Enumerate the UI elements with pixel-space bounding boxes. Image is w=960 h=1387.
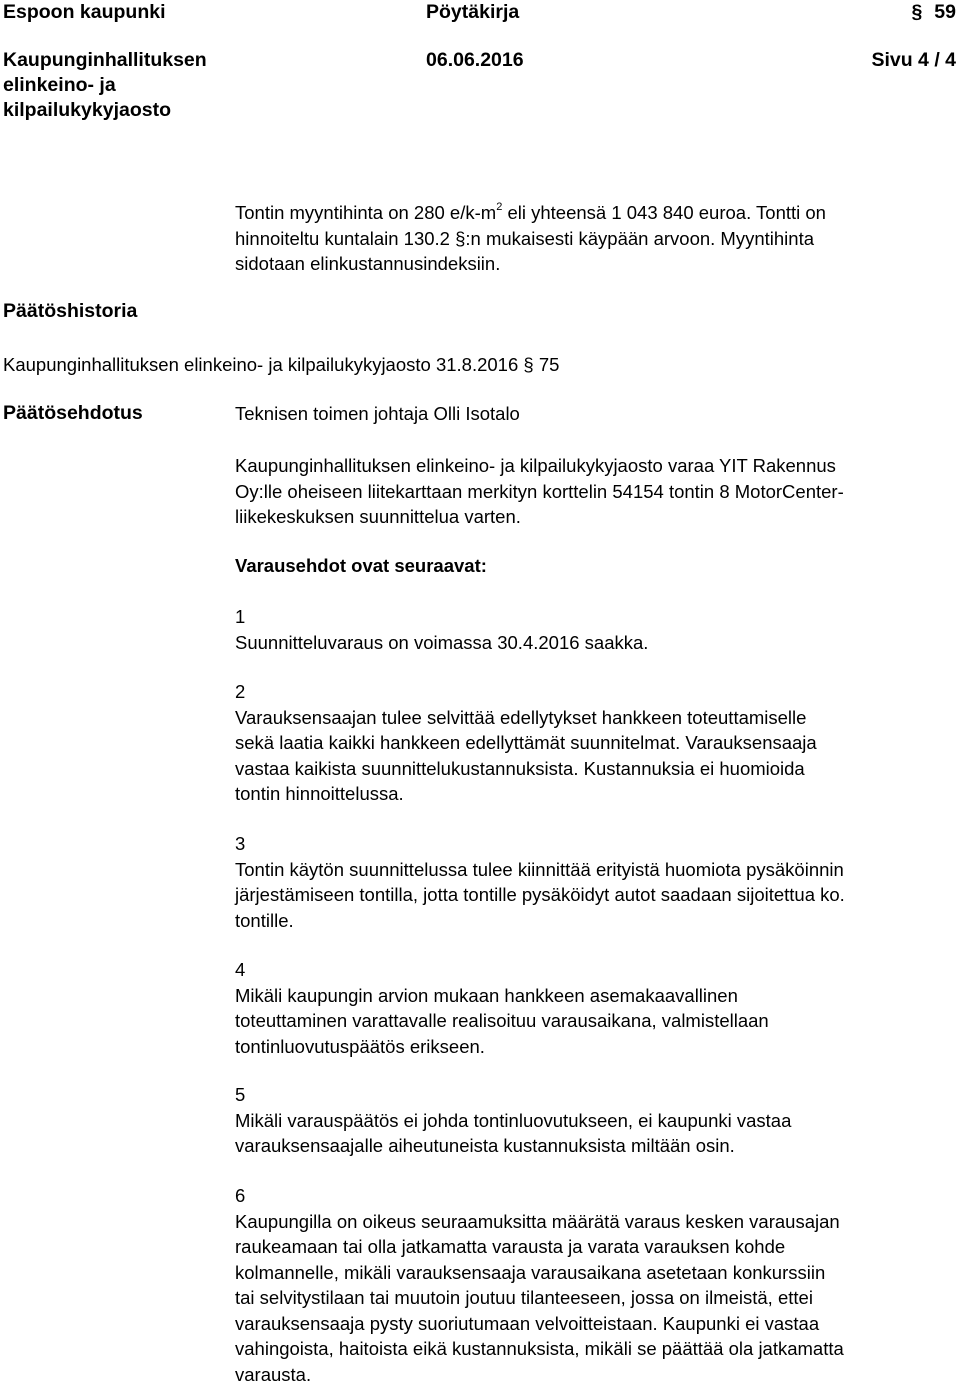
condition-line: varausta. (235, 1362, 957, 1387)
decision-line-2: Oy:lle oheiseen liitekarttaan merkityn korttelin 54154 tontin 8 MotorCenter- (235, 479, 957, 505)
condition-line: vahingoista, haitoista eikä kustannuksista, mikäli se päättää ola jatkamatta (235, 1336, 957, 1362)
condition-line: Tontin käytön suunnittelussa tulee kiinnittää erityistä huomiota pysäköinnin (235, 857, 957, 883)
section-number: 59 (934, 0, 956, 25)
condition-number: 6 (235, 1183, 957, 1209)
decision-history-heading: Päätöshistoria (3, 299, 137, 325)
condition-number: 5 (235, 1082, 957, 1108)
intro-paragraph (235, 200, 957, 277)
header-page-number: Sivu 4 / 4 (871, 48, 956, 73)
header-document-type: Pöytäkirja (426, 0, 519, 25)
condition-number: 2 (235, 679, 957, 705)
condition-line: raukeamaan tai olla jatkamatta varausta ja varata varauksen kohde (235, 1234, 957, 1260)
condition-line: toteuttaminen varattavalle realisoituu varausaikana, valmistellaan (235, 1008, 957, 1034)
condition-line: järjestämiseen tontilla, jotta tontille pysäköidyt autot saadaan sijoitettua ko. (235, 882, 957, 908)
condition-2 (235, 679, 957, 807)
conditions-heading: Varausehdot ovat seuraavat: (235, 553, 957, 579)
condition-line: Suunnitteluvaraus on voimassa 30.4.2016 saakka. (235, 630, 957, 656)
condition-4 (235, 957, 957, 1059)
header-body-line-1: Kaupunginhallituksen (3, 48, 207, 73)
condition-line: tai selvitystilaan tai muutoin joutuu tilanteeseen, jossa on ilmeistä, ettei (235, 1285, 957, 1311)
header-body-line-3: kilpailukykyjaosto (3, 98, 207, 123)
condition-5 (235, 1082, 957, 1159)
condition-number: 1 (235, 604, 957, 630)
condition-line: Mikäli kaupungin arvion mukaan hankkeen asemakaavallinen (235, 983, 957, 1009)
intro-line-2: hinnoiteltu kuntalain 130.2 §:n mukaisesti käypään arvoon. Myyntihinta (235, 226, 957, 252)
condition-line: Mikäli varauspäätös ei johda tontinluovutukseen, ei kaupunki vastaa (235, 1108, 957, 1134)
condition-line: tontille. (235, 908, 957, 934)
header-city: Espoon kaupunki (3, 0, 166, 25)
condition-line: kolmannelle, mikäli varauksensaaja varausaikana asetetaan konkurssiin (235, 1260, 957, 1286)
header-section (911, 0, 956, 25)
intro-line-1: Tontin myyntihinta on 280 $e/k-m^2$ eli yhteensä 1 043 840 euroa. Tontti on (235, 200, 957, 226)
condition-line: tontin hinnoittelussa. (235, 781, 957, 807)
decision-line-1: Kaupunginhallituksen elinkeino- ja kilpailukykyjaosto varaa YIT Rakennus (235, 453, 957, 479)
condition-6 (235, 1183, 957, 1387)
header-body-line-2: elinkeino- ja (3, 73, 207, 98)
decision-paragraph (235, 453, 957, 530)
condition-1 (235, 604, 957, 655)
header-date: 06.06.2016 (426, 48, 524, 73)
meeting-reference: Kaupunginhallituksen elinkeino- ja kilpailukykyjaosto 31.8.2016 § 75 (3, 352, 559, 378)
condition-line: vastaa kaikista suunnittelukustannuksista. Kustannuksia ei huomioida (235, 756, 957, 782)
header-body-name (3, 48, 207, 123)
proposal-label: Päätösehdotus (3, 401, 143, 427)
condition-line: varauksensaaja pysty suoriutumaan velvoitteistaan. Kaupunki ei vastaa (235, 1311, 957, 1337)
condition-line: sekä laatia kaikki hankkeen edellyttämät suunnitelmat. Varauksensaaja (235, 730, 957, 756)
condition-number: 3 (235, 831, 957, 857)
condition-3 (235, 831, 957, 933)
condition-line: varauksensaajalle aiheutuneista kustannuksista miltään osin. (235, 1133, 957, 1159)
condition-line: Kaupungilla on oikeus seuraamuksitta määrätä varaus kesken varausajan (235, 1209, 957, 1235)
condition-number: 4 (235, 957, 957, 983)
condition-line: Varauksensaajan tulee selvittää edellytykset hankkeen toteuttamiselle (235, 705, 957, 731)
section-symbol: § (911, 0, 922, 25)
proposal-presenter: Teknisen toimen johtaja Olli Isotalo (235, 401, 957, 427)
intro-line-3: sidotaan elinkustannusindeksiin. (235, 251, 957, 277)
decision-line-3: liikekeskuksen suunnittelua varten. (235, 504, 957, 530)
condition-line: tontinluovutuspäätös erikseen. (235, 1034, 957, 1060)
